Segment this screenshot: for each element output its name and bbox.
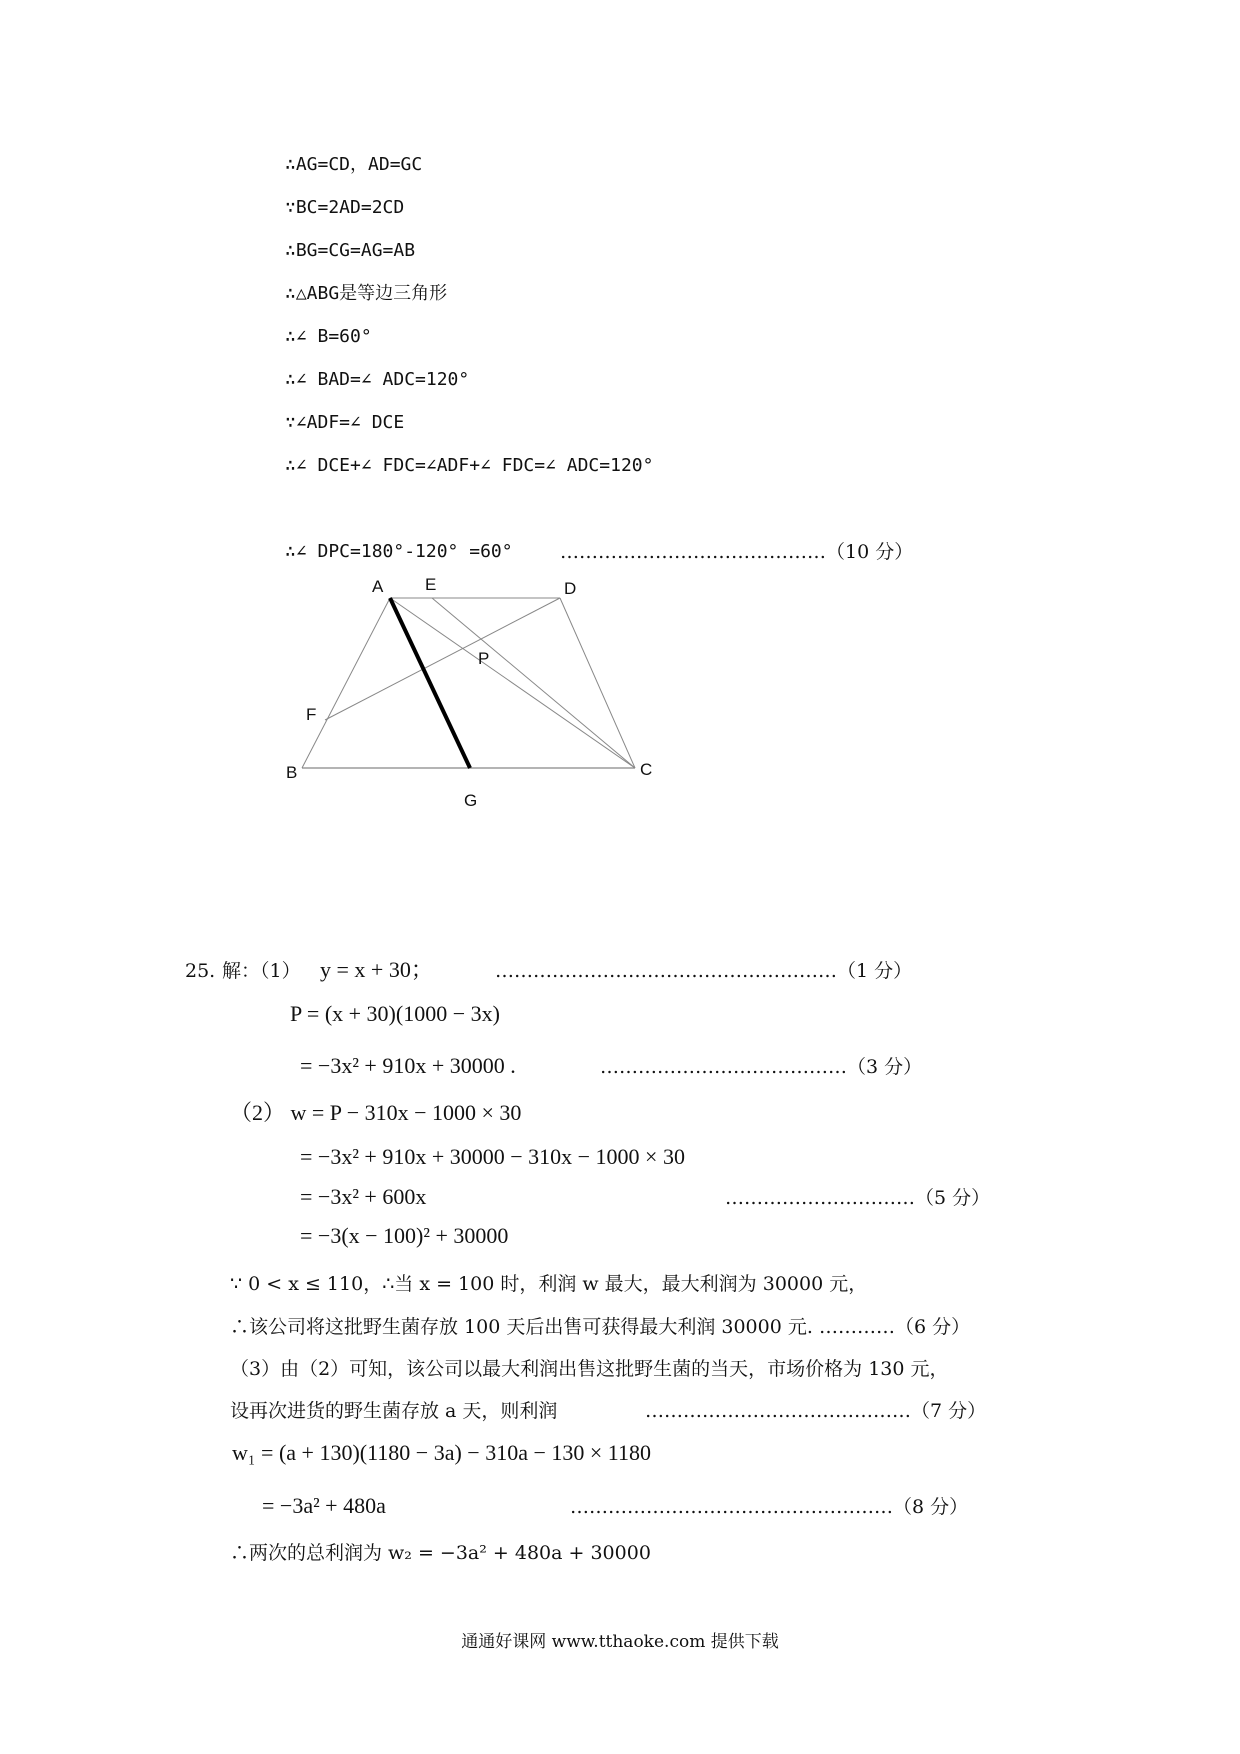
proof-score-10: ……………………………………（10 分） [560, 541, 914, 563]
q25-line-6: = −3x² + 600x [300, 1184, 427, 1209]
proof-line-9: ∴∠ DPC=180°-120° =60° [285, 541, 513, 562]
q25-line-14: ∴两次的总利润为 w₂ = −3a² + 480a + 30000 [230, 1542, 651, 1564]
proof-line-1: ∴AG=CD，AD=GC [285, 154, 423, 175]
q25-solve: 解：（1） [222, 960, 301, 982]
q25-line-13: = −3a² + 480a [262, 1493, 386, 1518]
q25-line-12: w₁ = (a + 130)(1180 − 3a) − 310a − 130 × 1180 [232, 1440, 651, 1465]
proof-line-3: ∴BG=CG=AG=AB [285, 240, 416, 261]
label-e: E [425, 575, 437, 594]
proof-line-4: ∴△ABG是等边三角形 [285, 283, 448, 304]
segment-ec [432, 598, 635, 768]
footer-source: 通通好课网 www.tthaoke.com 提供下载 [461, 1632, 779, 1652]
q25-score-6: …………………………（5 分） [725, 1187, 991, 1209]
segment-ag [390, 598, 470, 768]
q25-line-11: 设再次进货的野生菌存放 a 天，则利润 [230, 1400, 558, 1422]
q25-score-3: …………………………………（3 分） [600, 1056, 923, 1078]
q25-line-1: y = x + 30； [320, 957, 433, 982]
q25-line-9: ∴该公司将这批野生菌存放 100 天后出售可获得最大利润 30000 元. …………（6 分） [230, 1316, 971, 1338]
q25-score-1: ………………………………………………（1 分） [495, 960, 913, 982]
proof-line-6: ∴∠ BAD=∠ ADC=120° [285, 369, 470, 390]
q25-line-10: （3）由（2）可知，该公司以最大利润出售这批野生菌的当天，市场价格为 130 元， [230, 1358, 949, 1380]
q25-line-3: = −3x² + 910x + 30000 . [300, 1053, 516, 1078]
label-b: B [286, 763, 298, 782]
q25-score-13: ……………………………………………（8 分） [570, 1496, 969, 1518]
q25-line-5: = −3x² + 910x + 30000 − 310x − 1000 × 30 [300, 1144, 685, 1169]
q25-line-2: P = (x + 30)(1000 − 3x) [290, 1001, 500, 1026]
q25-number: 25. [185, 960, 216, 982]
label-g: G [464, 791, 478, 810]
segment-fd [325, 598, 560, 720]
proof-line-2: ∵BC=2AD=2CD [285, 197, 405, 218]
trapezoid-diagram [280, 570, 700, 820]
segment-ac [390, 598, 635, 768]
q25-line-8: ∵ 0 < x ≤ 110，∴当 x = 100 时，利润 w 最大，最大利润为 30000 元， [230, 1273, 868, 1295]
proof-line-8: ∴∠ DCE+∠ FDC=∠ADF+∠ FDC=∠ ADC=120° [285, 455, 654, 476]
q25-line-7: = −3(x − 100)² + 30000 [300, 1223, 509, 1248]
label-d: D [564, 579, 577, 598]
proof-line-7: ∵∠ADF=∠ DCE [285, 412, 405, 433]
segment-ab [302, 598, 390, 768]
proof-line-5: ∴∠ B=60° [285, 326, 372, 347]
label-p: P [478, 649, 490, 668]
label-a: A [372, 577, 384, 596]
q25-line-4: （2） w = P − 310x − 1000 × 30 [230, 1100, 522, 1125]
q25-score-11: ……………………………………（7 分） [645, 1400, 987, 1422]
label-f: F [306, 705, 317, 724]
label-c: C [640, 760, 653, 779]
